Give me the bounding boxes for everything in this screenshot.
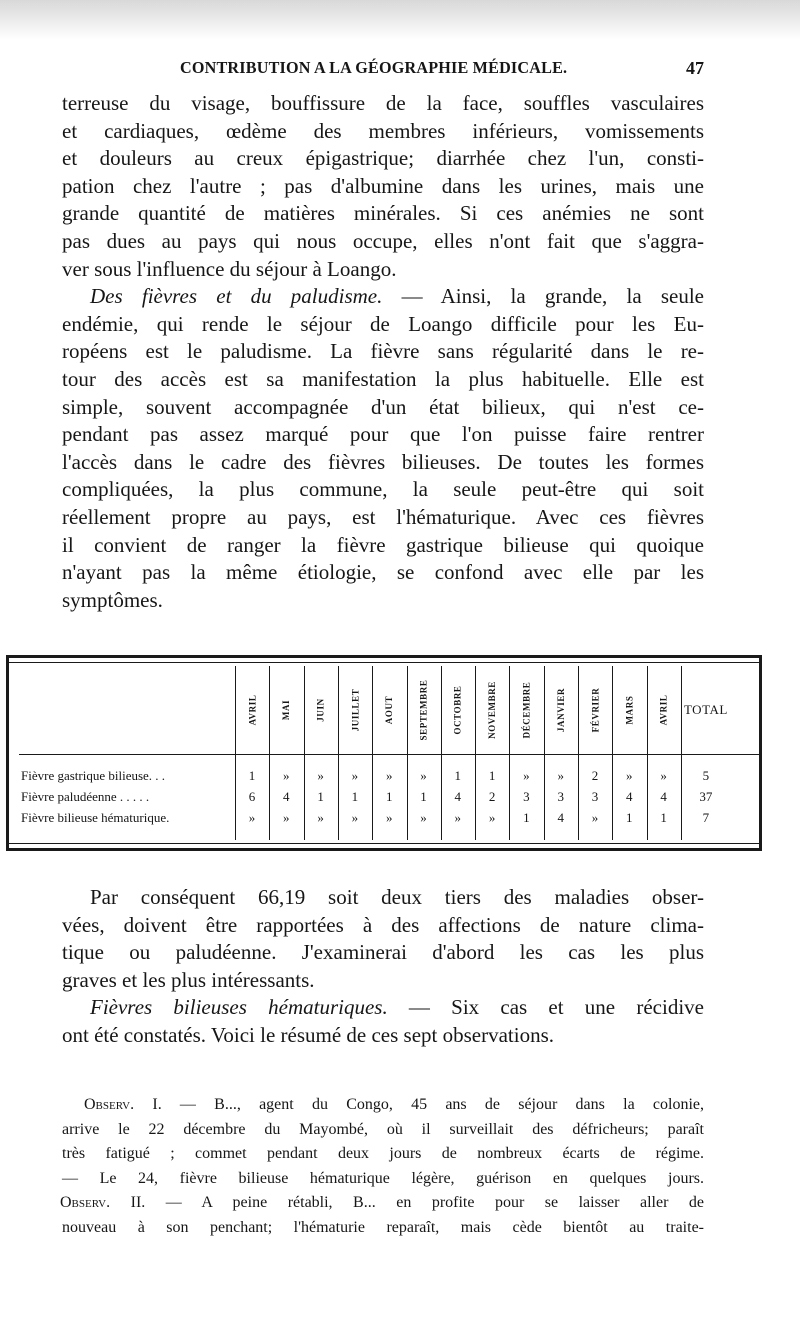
table-cell: »: [591, 810, 599, 825]
table-cell-total: 5: [702, 768, 710, 783]
table-cell: »: [454, 810, 462, 825]
text-line: pation chez l'autre ; pas d'albumine dans les urines, mais une: [62, 173, 704, 198]
column-header-label: DÉCEMBRE: [521, 681, 532, 739]
column-header: [441, 668, 475, 752]
table-inner-bottom-rule: [9, 843, 759, 844]
column-header-label: JUIN: [315, 698, 326, 722]
text-line: il convient de ranger la fièvre gastrique bilieuse qui quoique: [62, 532, 704, 557]
text-fragment: — B..., agent du Congo, 45 ans de séjour dans la colonie,: [161, 1096, 704, 1113]
row-label: Fièvre bilieuse hématurique.: [21, 810, 170, 825]
table-cell: »: [660, 768, 667, 783]
text-line: et douleurs au creux épigastrique; diarrhée chez l'un, consti-: [62, 146, 704, 171]
table-cell: »: [385, 768, 393, 783]
row-label: Fièvre gastrique bilieuse. . .: [21, 768, 166, 783]
table-column-rule: [681, 666, 682, 840]
table-cell: »: [283, 768, 290, 783]
text-line: — Le 24, fièvre bilieuse hématurique légère, guérison en quelques jours.: [62, 1169, 704, 1187]
table-cell: 3: [523, 789, 530, 804]
table-cell: »: [317, 768, 324, 783]
text-line: Par conséquent 66,19 soit deux tiers des maladies obser-: [90, 885, 704, 909]
column-header-label: OCTOBRE: [452, 685, 463, 735]
text-line: ropéens est le paludisme. La fièvre sans régularité dans le re-: [62, 339, 704, 364]
column-header: [235, 668, 269, 752]
text-line: compliquées, la plus commune, la seule peut-être qui soit: [62, 477, 704, 502]
column-header-label: FÉVRIER: [590, 687, 600, 733]
table-cell: 3: [557, 789, 564, 804]
text-line: et cardiaques, œdème des membres inférieurs, vomissements: [62, 118, 704, 143]
table-cell: 1: [420, 789, 427, 804]
table-cell: 4: [454, 789, 462, 804]
text-line: n'ayant pas la même étiologie, se confond avec elle par les: [62, 560, 704, 585]
column-header-label: JANVIER: [555, 687, 566, 733]
text-line: réellement propre au pays, est l'hématurique. Avec ces fièvres: [62, 504, 704, 529]
row-label: Fièvre paludéenne . . . . .: [21, 789, 150, 804]
text-line: très fatigué ; commet pendant deux jours de nombreux écarts de régime.: [62, 1145, 704, 1162]
section-title-hematuriques: Fièvres bilieuses hématuriques.: [90, 995, 388, 1020]
column-header: [509, 668, 543, 752]
paragraph-anemies: [62, 90, 704, 614]
paragraph-consequence: [62, 884, 704, 1050]
column-header: [338, 668, 372, 752]
table-cell: »: [420, 768, 427, 783]
table-cell: »: [626, 768, 633, 783]
section-heading-line: [62, 283, 704, 311]
table-header-rule: [19, 754, 759, 755]
text-line: pas dues au pays qui nous occupe, elles n'ont fait que s'aggra-: [62, 228, 704, 253]
table-cell: 4: [660, 789, 667, 804]
table-cell: 1: [488, 768, 496, 783]
table-cell: »: [317, 810, 324, 825]
table-cell: 4: [557, 810, 564, 825]
column-header: [407, 668, 441, 752]
text-line: symptômes.: [62, 587, 163, 612]
column-header-label: MARS: [624, 695, 635, 725]
column-header: [304, 668, 338, 752]
column-header: [647, 668, 681, 752]
observation-label: Observ. I.: [84, 1096, 162, 1113]
page-number: 47: [686, 58, 704, 78]
text-line: arrive le 22 décembre du Mayombé, où il surveillait des défricheurs; paraît: [62, 1120, 704, 1138]
column-header-label: SEPTEMBRE: [418, 679, 429, 741]
table-cell: »: [283, 810, 290, 825]
column-header-label: JUILLET: [349, 688, 360, 732]
text-fragment: — Ainsi, la grande, la seule: [382, 284, 704, 309]
table-cell: »: [248, 810, 256, 825]
table-cell: 6: [248, 789, 256, 804]
column-header-total: [681, 668, 731, 752]
observation-line: [62, 1093, 704, 1118]
text-line: ver sous l'influence du séjour à Loango.: [62, 256, 397, 281]
fever-cases-table: [6, 655, 762, 851]
text-line: pendant pas assez marqué pour que l'on puisse faire rentrer: [62, 422, 704, 447]
column-header-label: MAI: [281, 699, 292, 721]
text-line: graves et les plus intéressants.: [62, 967, 315, 992]
observation-label: Observ. II.: [60, 1194, 146, 1211]
table-cell: »: [488, 810, 496, 825]
column-header-label: AVRIL: [247, 694, 257, 726]
table-cell: 3: [591, 789, 599, 804]
column-header: [544, 668, 578, 752]
column-header: [269, 668, 303, 752]
table-cell: »: [351, 810, 359, 825]
text-line: ont été constatés. Voici le résumé de ces sept observations.: [62, 1022, 555, 1047]
observation-line: [60, 1191, 704, 1216]
table-cell: »: [557, 768, 564, 783]
column-header-label: AVRIL: [658, 694, 669, 726]
scan-edge-shadow: [0, 0, 800, 40]
table-cell: 2: [488, 789, 496, 804]
table-cell: 4: [626, 789, 633, 804]
section-title-fievres: Des fièvres et du paludisme.: [90, 284, 383, 309]
section-heading-line: [62, 994, 704, 1022]
table-cell: 1: [385, 789, 393, 804]
table-cell: 1: [523, 810, 530, 825]
table-cell: »: [385, 810, 393, 825]
table-cell: 1: [626, 810, 633, 825]
text-line: vées, doivent être rapportées à des affections de nature clima-: [62, 912, 704, 937]
table-cell-total: 7: [702, 810, 710, 825]
column-header-label: AOUT: [384, 695, 395, 725]
text-line: terreuse du visage, bouffissure de la face, souffles vasculaires: [62, 91, 704, 115]
text-line: nouveau à son penchant; l'hématurie reparaît, mais cède bientôt au traite-: [62, 1218, 704, 1236]
text-fragment: — Six cas et une récidive: [387, 995, 704, 1020]
table-cell: 1: [660, 810, 667, 825]
column-header: [372, 668, 406, 752]
table-inner-top-rule: [9, 662, 759, 663]
table-cell: 1: [317, 789, 324, 804]
column-header: [612, 668, 646, 752]
table-cell: 1: [351, 789, 359, 804]
text-line: endémie, qui rende le séjour de Loango difficile pour les Eu-: [62, 311, 704, 336]
column-header-label: TOTAL: [683, 702, 728, 717]
text-line: tour des accès est sa manifestation la plus habituelle. Elle est: [62, 366, 704, 391]
text-line: l'accès dans le cadre des fièvres bilieuses. De toutes les formes: [62, 449, 704, 474]
table-cell: »: [523, 768, 530, 783]
table-cell: 2: [591, 768, 599, 783]
observations-block: [62, 1093, 704, 1240]
text-line: grande quantité de matières minérales. Si ces anémies ne sont: [62, 201, 704, 226]
table-cell: 1: [454, 768, 462, 783]
text-fragment: — A peine rétabli, B... en profite pour se laisser aller de: [145, 1194, 704, 1211]
column-header: [578, 668, 612, 752]
table-cell: 4: [283, 789, 290, 804]
table-cell: 1: [248, 768, 256, 783]
text-line: tique ou paludéenne. J'examinerai d'abord les cas les plus: [62, 940, 704, 965]
running-title: CONTRIBUTION A LA GÉOGRAPHIE MÉDICALE.: [180, 58, 568, 77]
table-cell-total: 37: [699, 789, 713, 804]
column-header-label: NOVEMBRE: [487, 681, 498, 739]
column-header: [475, 668, 509, 752]
running-header: [62, 58, 704, 84]
table-cell: »: [420, 810, 427, 825]
text-line: simple, souvent accompagnée d'un état bilieux, qui n'est ce-: [62, 394, 704, 419]
table-cell: »: [351, 768, 359, 783]
